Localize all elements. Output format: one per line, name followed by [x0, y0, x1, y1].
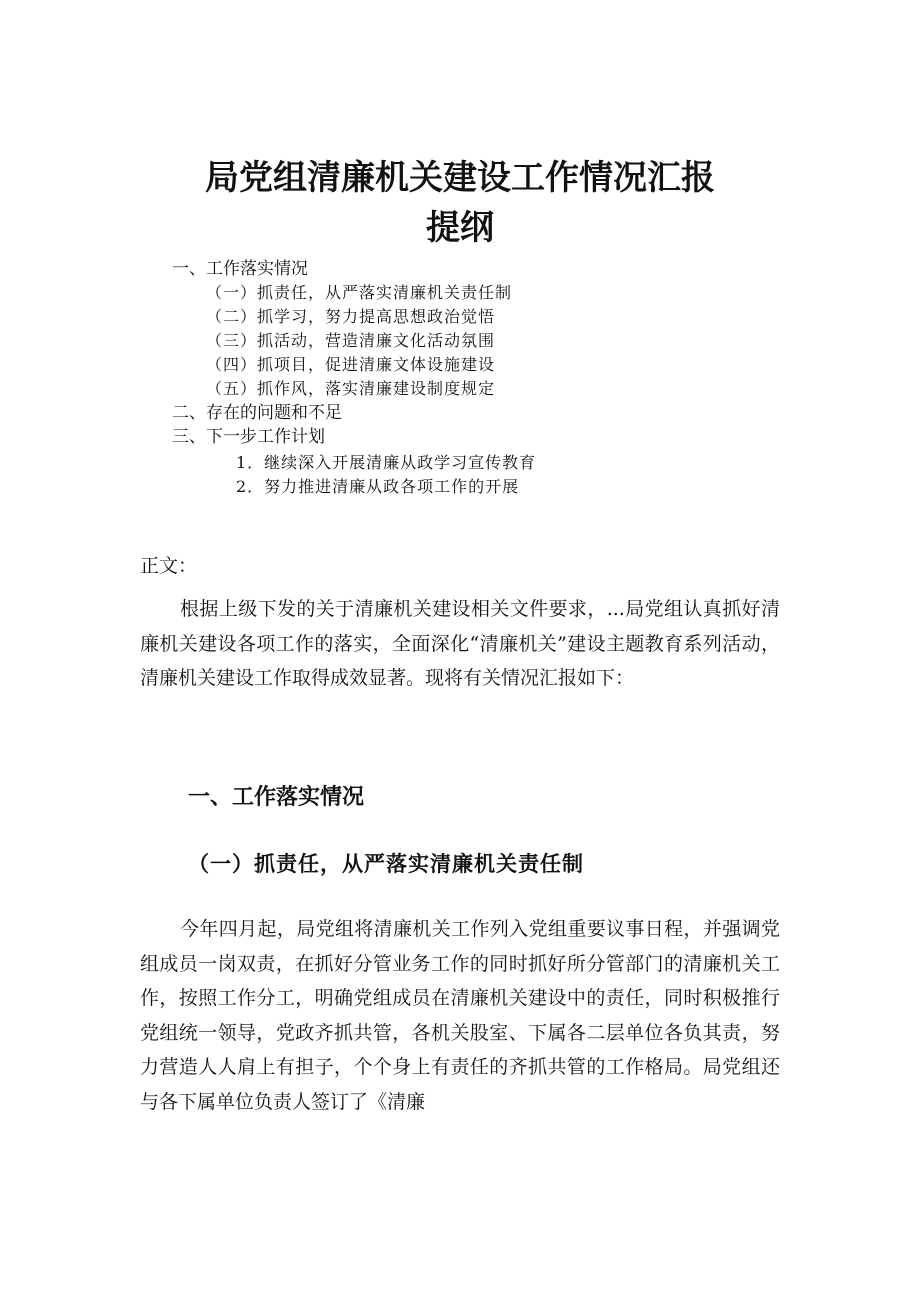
outline-section-2: 二、存在的问题和不足: [172, 403, 342, 423]
intro-paragraph: 根据上级下发的关于清廉机关建设相关文件要求，...局党组认真抓好清廉机关建设各项工作的落实，全面深化“清廉机关”建设主题教育系列活动，清廉机关建设工作取得成效显著。现将有关情况汇报如下：: [140, 598, 780, 689]
outline-item: 1．继续深入开展清廉从政学习宣传教育: [236, 453, 537, 472]
outline-item: （三）抓活动，营造清廉文化活动氛围: [206, 331, 496, 350]
outline-item: （一）抓责任，从严落实清廉机关责任制: [206, 283, 513, 302]
body-paragraph: 今年四月起，局党组将清廉机关工作列入党组重要议事日程，并强调党组成员一岗双责，在抓好分管业务工作的同时抓好所分管部门的清廉机关工作，按照工作分工，明确党组成员在清廉机关建设中的责任，同时积极推行党组统一领导，党政齐抓共管，各机关股室、下属各二层单位各负其责，努力营造人人肩上有担子，个个身上有责任的齐抓共管的工作格局。局党组还与各下属单位负责人签订了《清廉: [140, 918, 780, 1113]
subsection-heading: （一）抓责任，从严落实清廉机关责任制: [188, 851, 584, 876]
outline-item: （四）抓项目，促进清廉文体设施建设: [206, 355, 496, 374]
document-subtitle: 提纲: [426, 208, 494, 248]
outline-section-3: 三、下一步工作计划: [172, 427, 325, 447]
body-label: 正文：: [140, 555, 198, 577]
outline-section-1: 一、工作落实情况: [172, 259, 308, 279]
document-title: 局党组清廉机关建设工作情况汇报: [205, 158, 715, 198]
section-heading: 一、工作落实情况: [188, 785, 365, 810]
outline-item: （五）抓作风，落实清廉建设制度规定: [206, 379, 496, 398]
outline-item: （二）抓学习，努力提高思想政治觉悟: [206, 307, 496, 326]
outline-item: 2．努力推进清廉从政各项工作的开展: [236, 477, 520, 496]
